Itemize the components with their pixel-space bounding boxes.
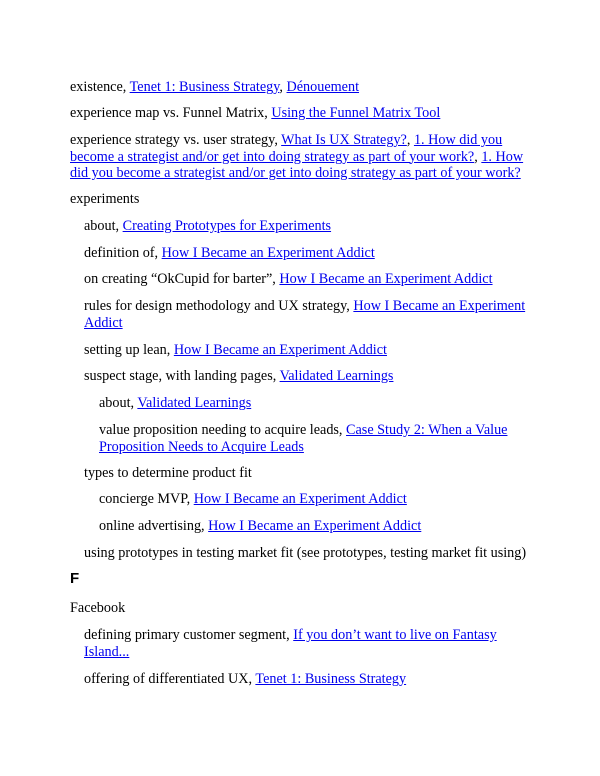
entry-link[interactable]: What Is UX Strategy? bbox=[281, 132, 407, 148]
index-subsubentry-online-advertising: online advertising, How I Became an Experiment Addict bbox=[99, 518, 422, 534]
entry-link[interactable]: 1. How did you become a strategist and/or get into doing strategy as part of your work? bbox=[70, 132, 503, 165]
entry-link[interactable]: Tenet 1: Business Strategy bbox=[129, 79, 280, 95]
index-subsubentry-concierge-mvp: concierge MVP, How I Became an Experiment Addict bbox=[99, 491, 407, 507]
entry-link[interactable]: How I Became an Experiment Addict bbox=[193, 491, 407, 507]
entry-link[interactable]: If you don’t want to live on Fantasy Island... bbox=[84, 627, 497, 660]
index-entry-existence: existence, Tenet 1: Business Strategy, Dénouement bbox=[70, 79, 360, 95]
index-subentry-okcupid: on creating “OkCupid for barter”, How I Became an Experiment Addict bbox=[84, 271, 493, 287]
index-entry-experience-map: experience map vs. Funnel Matrix, Using the Funnel Matrix Tool bbox=[70, 105, 441, 121]
index-subentry-definition: definition of, How I Became an Experiment Addict bbox=[84, 245, 375, 261]
index-subentry-primary-customer-segment: defining primary customer segment, If you don’t want to live on Fantasy Island... bbox=[84, 627, 497, 660]
entry-link[interactable]: Tenet 1: Business Strategy bbox=[255, 671, 407, 687]
index-subsubentry-value-proposition: value proposition needing to acquire leads, Case Study 2: When a Value Proposition Needs to Acquire Leads bbox=[99, 422, 508, 455]
index-subentry-about: about, Creating Prototypes for Experiments bbox=[84, 218, 332, 234]
index-subentry-suspect-stage: suspect stage, with landing pages, Validated Learnings bbox=[84, 368, 394, 384]
entry-link[interactable]: How I Became an Experiment Addict bbox=[173, 342, 387, 358]
entry-link[interactable]: Dénouement bbox=[286, 79, 360, 95]
index-entry-experiments: experiments bbox=[70, 191, 140, 207]
entry-link[interactable]: How I Became an Experiment Addict bbox=[161, 245, 375, 261]
entry-link[interactable]: Creating Prototypes for Experiments bbox=[122, 218, 332, 234]
index-entry-experience-strategy: experience strategy vs. user strategy, What Is UX Strategy?, 1. How did you become a strategist and/or get into doing strategy as part of your work?, 1. How did you become a strategist and/or get into doing strategy as part of your work? bbox=[70, 132, 524, 181]
index-subsubentry-about: about, Validated Learnings bbox=[99, 395, 252, 411]
entry-link[interactable]: Using the Funnel Matrix Tool bbox=[271, 105, 441, 121]
entry-link[interactable]: Validated Learnings bbox=[279, 368, 394, 384]
entry-link[interactable]: How I Became an Experiment Addict bbox=[279, 271, 493, 287]
entry-link[interactable]: Validated Learnings bbox=[137, 395, 252, 411]
entry-link[interactable]: How I Became an Experiment Addict bbox=[208, 518, 422, 534]
entry-link[interactable]: Case Study 2: When a Value Proposition Needs to Acquire Leads bbox=[99, 422, 508, 455]
index-entry-facebook: Facebook bbox=[70, 600, 126, 616]
index-subentry-setting-up-lean: setting up lean, How I Became an Experiment Addict bbox=[84, 342, 387, 358]
index-subentry-rules: rules for design methodology and UX strategy, How I Became an Experiment Addict bbox=[84, 298, 526, 331]
index-subentry-using-prototypes: using prototypes in testing market fit (see prototypes, testing market fit using) bbox=[84, 545, 527, 561]
index-subentry-differentiated-ux: offering of differentiated UX, Tenet 1: Business Strategy bbox=[84, 671, 407, 687]
entry-link[interactable]: 1. How did you become a strategist and/or get into doing strategy as part of your work? bbox=[70, 148, 524, 181]
section-letter: F bbox=[70, 570, 80, 587]
entry-link[interactable]: How I Became an Experiment Addict bbox=[84, 298, 526, 331]
index-subentry-types: types to determine product fit bbox=[84, 465, 252, 481]
